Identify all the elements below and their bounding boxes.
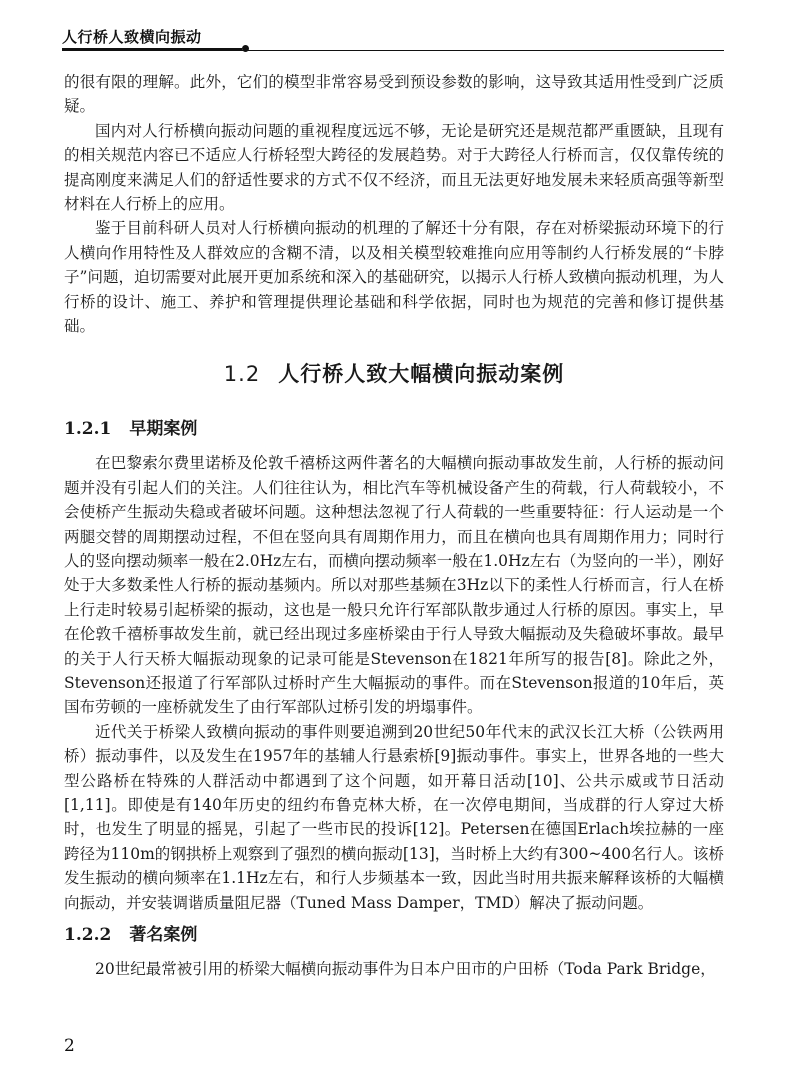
paragraph-research-need: 鉴于目前科研人员对人行桥横向振动的机理的了解还十分有限，存在对桥梁振动环境下的行人横向作用特性及人群效应的含糊不清，以及相关模型较难推向应用等制约人行桥发展的“卡脖子”问题，迫切需要对此展开更加系统和深入的基础研究，以揭示人行桥人致横向振动机理，为人行桥的设计、施工、养护和管理提供理论基础和科学依据，同时也为规范的完善和修订提供基础。 — [64, 219, 724, 336]
paragraph-modern-cases: 近代关于桥梁人致横向振动的事件则要追溯到20世纪50年代末的武汉长江大桥（公铁两用桥）振动事件，以及发生在1957年的基辅人行悬索桥[9]振动事件。事实上，世界各地的一些大型公路桥在特殊的人群活动中都遇到了这个问题，如开幕日活动[10]、公共示威或节日活动[1,11]。即使是有140年历史的纽约布鲁克林大桥，在一次停电期间，当成群的行人穿过大桥时，也发生了明显的摇晃，引起了一些市民的投诉[12]。Petersen在德国Erlach埃拉赫的一座跨径为110m的钢拱桥上观察到了强烈的横向振动[13]，当时桥上大约有300~400名行人。该桥发生振动的横向频率在1.1Hz左右，和行人步频基本一致，因此当时用共振来解释该桥的大幅横向振动，并安装调谐质量阻尼器（Tuned Mass Damper，TMD）解决了振动问题。 — [64, 722, 724, 912]
paragraph-famous-cases: 20世纪最常被引用的桥梁大幅横向振动事件为日本户田市的户田桥（Toda Park Bridge， — [95, 960, 716, 979]
subsection-heading-famous-cases — [64, 923, 724, 947]
page-number: 2 — [64, 1036, 75, 1056]
subsection-heading-early-cases — [64, 417, 724, 441]
section-number: 1.2 — [223, 362, 261, 387]
section-heading — [64, 362, 724, 386]
subsection-number: 1.2.1 — [64, 418, 112, 439]
paragraph-domestic-research: 国内对人行桥横向振动问题的重视程度远远不够，无论是研究还是规范都严重匮缺，且现有的相关规范内容已不适应人行桥轻型大跨径的发展趋势。对于大跨径人行桥而言，仅仅靠传统的提高刚度来满足人们的舒适性要求的方式不仅不经济，而且无法更好地发展未来轻质高强等新型材料在人行桥上的应用。 — [64, 121, 724, 214]
paragraph-early-cases: 在巴黎索尔费里诺桥及伦敦千禧桥这两件著名的大幅横向振动事故发生前，人行桥的振动问题并没有引起人们的关注。人们往往认为，相比汽车等机械设备产生的荷载，行人荷载较小，不会使桥产生振动失稳或者破坏问题。这种想法忽视了行人荷载的一些重要特征：行人运动是一个两腿交替的周期摆动过程，不但在竖向具有周期作用力，而且在横向也具有周期作用力；同时行人的竖向摆动频率一般在2.0Hz左右，而横向摆动频率一般在1.0Hz左右（为竖向的一半），刚好处于大多数柔性人行桥的振动基频内。所以对那些基频在3Hz以下的柔性人行桥而言，行人在桥上行走时较易引起桥梁的振动，这也是一般只允许行军部队散步通过人行桥的原因。事实上，早在伦敦千禧桥事故发生前，就已经出现过多座桥梁由于行人导致大幅振动及失稳破坏事故。最早的关于人行天桥大幅振动现象的记录可能是Stevenson在1821年所写的报告[8]。除此之外，Stevenson还报道了行军部队过桥时产生大幅振动的事件。而在Stevenson报道的10年后，英国布劳顿的一座桥就发生了由行军部队过桥引发的坍塌事件。 — [64, 454, 724, 717]
page-body — [64, 70, 724, 982]
section-title: 人行桥人致大幅横向振动案例 — [278, 362, 565, 387]
header-rule-dot — [242, 45, 249, 52]
paragraph-continued: 的很有限的理解。此外，它们的模型非常容易受到预设参数的影响，这导致其适用性受到广泛质疑。 — [64, 73, 724, 116]
subsection-title: 早期案例 — [129, 418, 198, 439]
subsection-title: 著名案例 — [129, 925, 198, 945]
running-head-title: 人行桥人致横向振动 — [62, 28, 202, 46]
subsection-number: 1.2.2 — [64, 925, 112, 945]
header-rule — [62, 50, 724, 51]
